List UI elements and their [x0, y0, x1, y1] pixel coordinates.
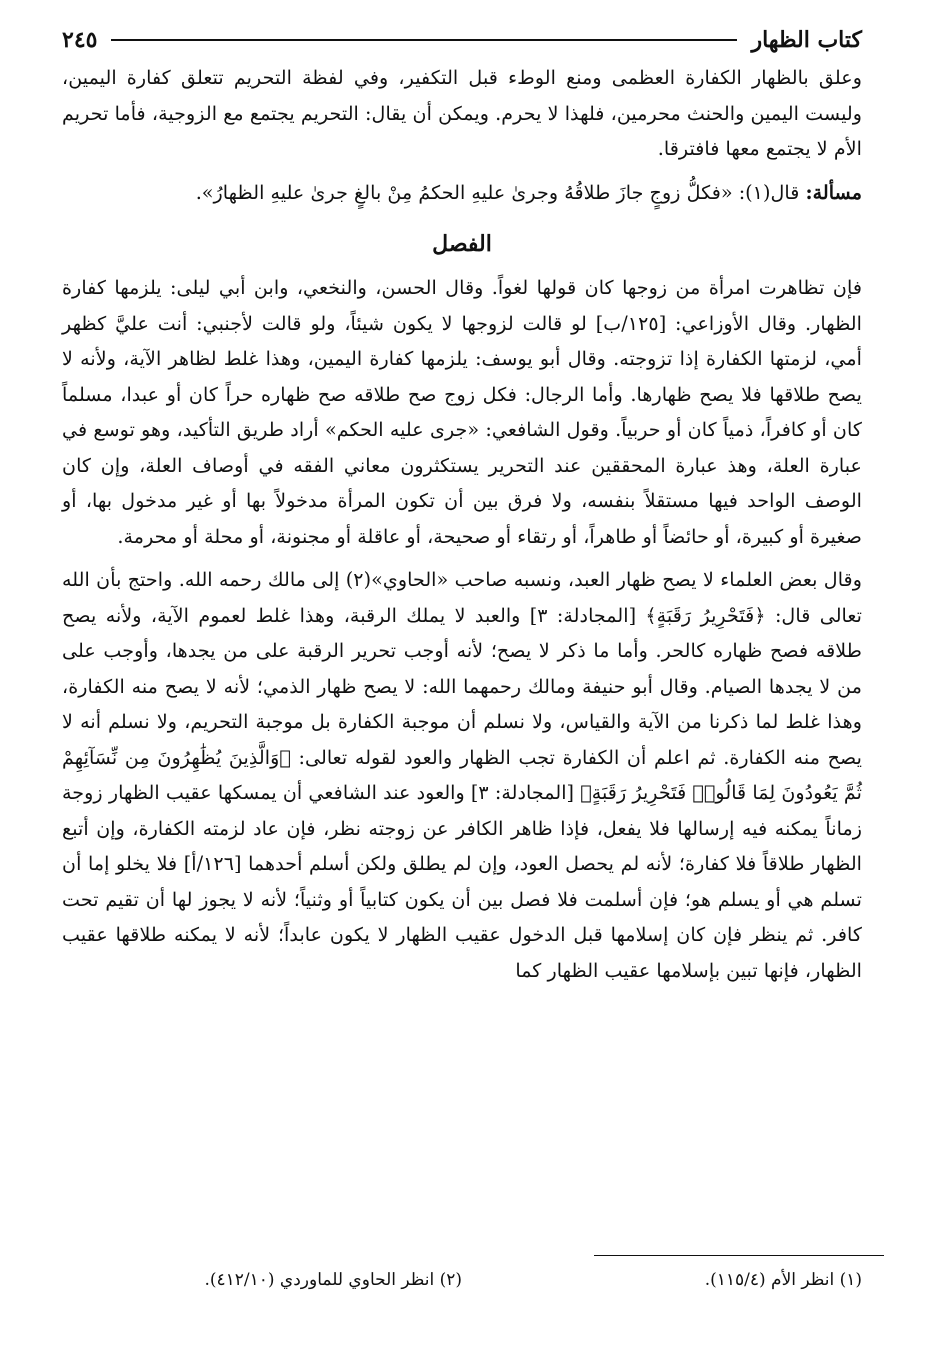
page-number: ٢٤٥: [62, 27, 98, 53]
footnote-2: (٢) انظر الحاوي للماوردي (٤١٢/١٠).: [204, 1270, 462, 1290]
section-heading: الفصل: [432, 231, 492, 257]
header-rule: [111, 39, 737, 41]
footnote-rule: [594, 1255, 884, 1256]
page: [62, 20, 862, 988]
body-paragraph-1: فإن تظاهرت امرأة من زوجها كان قولها لغواً. وقال الحسن، والنخعي، وابن أبي ليلى: يلزمها كفارة الظهار. وقال الأوزاعي: [١٢٥/ب] لو قالت لزوجها لا يكون شيئاً، ولو قالت لأجنبي: أنت عليَّ كظهر أمي، لزمتها الكفارة إذا تزوجته. وقال أبو يوسف: يلزمها كفارة اليمين، وهذا غلط لظاهر الآية، ولأنه لا يصح طلاقها فلا يصح ظهارها. وأما الرجال: فكل زوج صح طلاقه صح ظهاره حراً كان أو عبدا، مسلماً كان أو كافراً، ذمياً كان أو حربياً. وقول الشافعي: «جرى عليه الحكم» أراد طريق التأكيد، وهو توسع في عبارة العلة، وهذ عبارة المحققين عند التحرير يستكثرون معاني الفقه في أوصاف العلة، وإن كان الوصف الواحد فيها مستقلاً بنفسه، ولا فرق بين أن تكون المرأة مدخولاً بها أو غير مدخول بها، أو صغيرة أو كبيرة، أو حائضاً أو طاهراً، أو رتقاء أو صحيحة، أو عاقلة أو مجنونة، أو محلة أو محرمة.: [62, 276, 862, 548]
running-header: [62, 20, 862, 60]
book-title: كتاب الظهار: [751, 27, 862, 53]
masala-paragraph: [62, 175, 862, 211]
footnotes: [62, 1268, 862, 1292]
footnote-1: (١) انظر الأم (١١٥/٤).: [704, 1270, 862, 1290]
masala-label: مسألة:: [805, 180, 862, 204]
intro-paragraph: وعلق بالظهار الكفارة العظمى ومنع الوطء قبل التكفير، وفي لفظة التحريم تتعلق كفارة اليمين، وليست اليمين والحنث محرمين، فلهذا لا يحرم. ويمكن أن يقال: التحريم يجتمع مع الزوجية، فأما تحريم الأم لا يجتمع معها فافترقا.: [62, 66, 862, 160]
body-paragraph-2: وقال بعض العلماء لا يصح ظهار العبد، ونسبه صاحب «الحاوي»(٢) إلى مالك رحمه الله. واحتج بأن الله تعالى قال: ﴿فَتَحْرِيرُ رَقَبَةٍ﴾ [المجادلة: ٣] والعبد لا يملك الرقبة، وهذا غلط لعموم الآية، ولأنه يصح طلاقه فصح ظهاره كالحر. وأما ما ذكر لا يصح؛ لأنه أوجب تحرير الرقبة على من يجدها، وأوجب على من لا يجدها الصيام. وقال أبو حنيفة ومالك رحمهما الله: لا يصح ظهار الذمي؛ لأنه لا يصح منه الكفارة، وهذا غلط لما ذكرنا من الآية والقياس، ولا نسلم أن موجبة الكفارة بل موجبة التحريم، ولا نسلم أنه لا يصح منه الكفارة. ثم اعلم أن الكفارة تجب الظهار والعود لقوله تعالى: ﴿وَالَّذِينَ يُظَٰهِرُونَ مِن نِّسَآئِهِمْ ثُمَّ يَعُودُونَ لِمَا قَالُوا۟ فَتَحْرِيرُ رَقَبَةٍ﴾ [المجادلة: ٣] والعود عند الشافعي أن يمسكها عقيب الظهار زوجة زماناً يمكنه فيه إرسالها فلا يفعل، فإذا ظاهر الكافر عن زوجته نظر، فإن عاد لزمته الكفارة، وإن أتبع الظهار طلاقاً فلا كفارة؛ لأنه لم يحصل العود، وإن لم يطلق ولكن أسلم أحدهما [١٢٦/أ] فلا يخلو إما أن تسلم هي أو يسلم هو؛ فإن أسلمت فلا فصل بين أن يكون كتابياً أو وثنياً؛ لأنه لا يجوز لها أن تقيم تحت كافر. ثم ينظر فإن كان إسلامها قبل الدخول عقيب الظهار لا يكون عابداً؛ لأنه لا يمكنه طلاقها عقيب الظهار، فإنها تبين بإسلامها عقيب الظهار كما: [62, 568, 863, 982]
masala-text: قال(١): «فكلُّ زوجٍ جازَ طلاقُهُ وجرىٰ عليهِ الحكمُ مِنْ بالغٍ جرىٰ عليهِ الظهارُ».: [195, 180, 806, 204]
